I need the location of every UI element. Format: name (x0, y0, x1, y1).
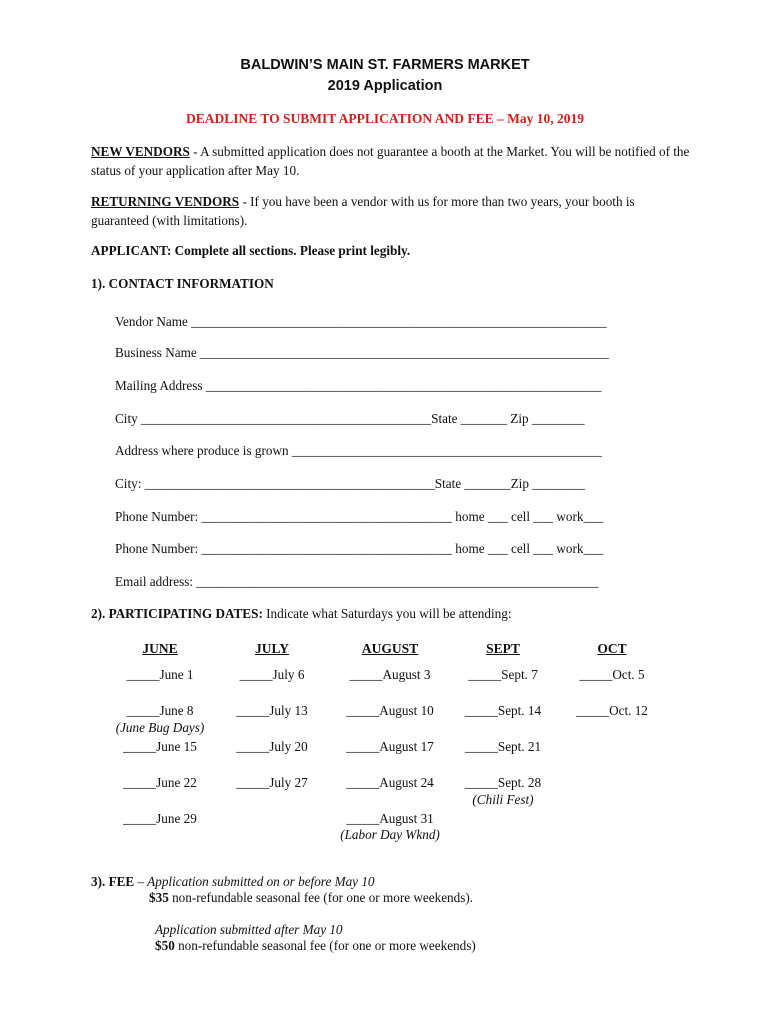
date-option-june-29[interactable]: _____June 29 (123, 811, 197, 826)
date-option-oct-5[interactable]: _____Oct. 5 (579, 667, 645, 682)
fee-after-text: non-refundable seasonal fee (for one or more weekends) (174, 938, 476, 953)
chili-fest-note: (Chili Fest) (472, 792, 534, 807)
date-option-sept-21[interactable]: _____Sept. 21 (464, 739, 542, 754)
dates-heading-text: Indicate what Saturdays you will be attending: (262, 606, 512, 621)
produce-address-field[interactable]: Address where produce is grown _______________________________________________ (115, 443, 602, 458)
business-name-field[interactable]: Business Name ______________________________________________________________ (115, 345, 609, 360)
city-state-zip-field[interactable]: City ____________________________________________State _______ Zip ________ (115, 411, 585, 426)
form-title: BALDWIN’S MAIN ST. FARMERS MARKET (240, 57, 530, 73)
date-option-sept-7[interactable]: _____Sept. 7 (468, 667, 538, 682)
column-header-oct: OCT (597, 641, 627, 656)
date-option-july-6[interactable]: _____July 6 (239, 667, 305, 682)
form-subtitle: 2019 Application (327, 78, 443, 94)
phone-number-field-1[interactable]: Phone Number: ______________________________________ home ___ cell ___ work___ (115, 509, 604, 524)
phone-number-field-2[interactable]: Phone Number: ______________________________________ home ___ cell ___ work___ (115, 541, 604, 556)
fee-after-deadline (155, 938, 476, 954)
returning-vendors-paragraph (91, 192, 691, 230)
date-option-august-31[interactable]: _____August 31 (346, 811, 434, 826)
date-option-june-8[interactable]: _____June 8 (126, 703, 194, 718)
fee-before-deadline (149, 890, 473, 906)
date-option-sept-28[interactable]: _____Sept. 28 (464, 775, 542, 790)
fee-heading-text: – Application submitted on or before May 10 (134, 874, 375, 889)
returning-vendors-text: - If you have been a vendor with us for more than two years, your booth is guaranteed (with limitations). (91, 194, 635, 228)
returning-vendors-label: RETURNING VENDORS (91, 194, 240, 209)
date-option-oct-12[interactable]: _____Oct. 12 (576, 703, 648, 718)
new-vendors-text: - A submitted application does not guarantee a booth at the Market. You will be notified of the status of your application after May 10. (91, 144, 690, 178)
date-option-june-15[interactable]: _____June 15 (123, 739, 197, 754)
mailing-address-field[interactable]: Mailing Address ____________________________________________________________ (115, 378, 602, 393)
date-option-july-13[interactable]: _____July 13 (236, 703, 308, 718)
labor-day-note: (Labor Day Wknd) (340, 827, 440, 842)
date-option-august-17[interactable]: _____August 17 (346, 739, 434, 754)
date-option-june-1[interactable]: _____June 1 (126, 667, 194, 682)
new-vendors-paragraph (91, 142, 691, 180)
email-address-field[interactable]: Email address: _____________________________________________________________ (115, 574, 599, 589)
fee-heading (91, 874, 375, 890)
date-option-august-10[interactable]: _____August 10 (346, 703, 434, 718)
fee-before-text: non-refundable seasonal fee (for one or more weekends). (168, 890, 474, 905)
vendor-name-field[interactable]: Vendor Name _______________________________________________________________ (115, 314, 607, 329)
column-header-sept: SEPT (486, 641, 520, 656)
contact-heading: 1). CONTACT INFORMATION (91, 276, 274, 291)
date-option-august-24[interactable]: _____August 24 (346, 775, 434, 790)
date-option-august-3[interactable]: _____August 3 (349, 667, 431, 682)
fee-after-label: Application submitted after May 10 (155, 922, 343, 937)
column-header-june: JUNE (142, 641, 178, 656)
date-option-june-22[interactable]: _____June 22 (123, 775, 197, 790)
june-bug-days-note: (June Bug Days) (115, 720, 205, 735)
dates-heading (91, 606, 512, 622)
produce-city-state-zip-field[interactable]: City: ____________________________________________State _______Zip ________ (115, 476, 585, 491)
date-option-july-27[interactable]: _____July 27 (236, 775, 308, 790)
date-option-july-20[interactable]: _____July 20 (236, 739, 308, 754)
column-header-august: AUGUST (361, 641, 419, 656)
fee-amount-35: $35 (149, 890, 169, 905)
new-vendors-label: NEW VENDORS (91, 144, 190, 159)
dates-heading-label: 2). PARTICIPATING DATES: (91, 606, 263, 621)
fee-amount-50: $50 (155, 938, 175, 953)
applicant-instructions: APPLICANT: Complete all sections. Please print legibly. (91, 243, 411, 258)
date-option-sept-14[interactable]: _____Sept. 14 (464, 703, 542, 718)
fee-heading-label: 3). FEE (91, 874, 135, 889)
deadline-notice: DEADLINE TO SUBMIT APPLICATION AND FEE – May 10, 2019 (185, 111, 585, 126)
column-header-july: JULY (254, 641, 289, 656)
